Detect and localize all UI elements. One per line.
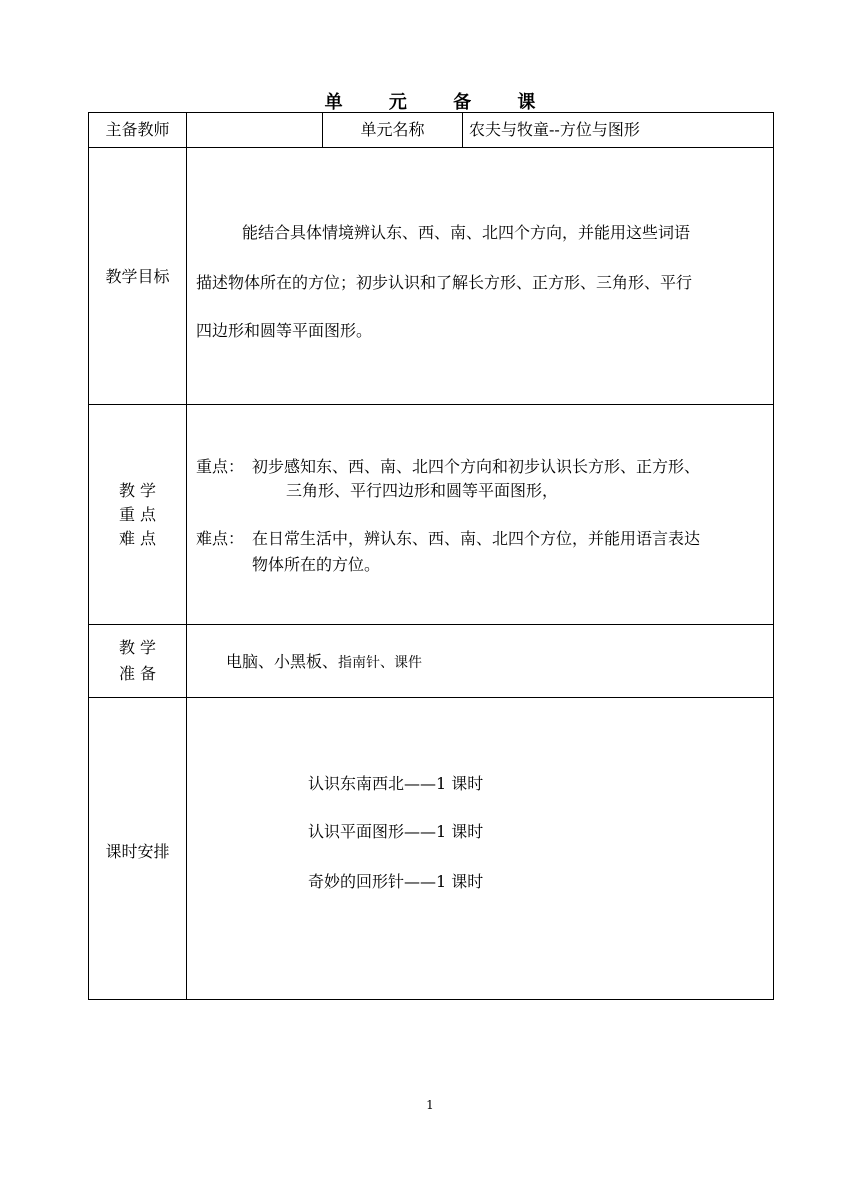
preparation-text xyxy=(226,652,422,673)
unit-label: 单元名称 xyxy=(360,120,425,139)
key-points-label-line: 重 点 xyxy=(118,505,157,524)
objectives-line: 描述物体所在的方位；初步认识和了解长方形、正方形、三角形、平行 xyxy=(196,273,693,292)
schedule-label: 课时安排 xyxy=(105,842,170,861)
page-title: 单 元 备 课 xyxy=(324,92,556,113)
difficult-point-line: 在日常生活中，辨认东、西、南、北四个方位，并能用语言表达 xyxy=(252,529,701,548)
key-points-label-line: 难 点 xyxy=(118,529,157,548)
row-divider xyxy=(89,147,773,148)
objectives-line: 能结合具体情境辨认东、西、南、北四个方向，并能用这些词语 xyxy=(242,223,691,242)
unit-value: 农夫与牧童--方位与图形 xyxy=(469,120,640,139)
preparation-label-line: 准 备 xyxy=(118,664,157,683)
page-number: 1 xyxy=(426,1098,434,1112)
row-divider xyxy=(89,697,773,698)
schedule-item: 奇妙的回形针——1 课时 xyxy=(308,872,484,891)
preparation-text-small: 指南针、课件 xyxy=(338,655,423,671)
key-point-label: 重点： xyxy=(196,457,245,476)
row-divider xyxy=(89,404,773,405)
column-divider xyxy=(462,113,463,147)
column-divider xyxy=(186,113,187,999)
difficult-point-label: 难点： xyxy=(196,529,245,548)
preparation-label-line: 教 学 xyxy=(118,638,157,657)
teacher-label: 主备教师 xyxy=(105,120,170,139)
schedule-item: 认识平面图形——1 课时 xyxy=(308,822,484,841)
schedule-item: 认识东南西北——1 课时 xyxy=(308,774,484,793)
objectives-line: 四边形和圆等平面图形。 xyxy=(196,321,373,340)
lesson-plan-table xyxy=(88,112,774,1000)
key-point-line: 初步感知东、西、南、北四个方向和初步认识长方形、正方形、 xyxy=(252,457,701,476)
preparation-text-main: 电脑、小黑板、 xyxy=(226,652,339,671)
objectives-label: 教学目标 xyxy=(105,267,170,286)
key-points-label-line: 教 学 xyxy=(118,481,157,500)
row-divider xyxy=(89,624,773,625)
difficult-point-line: 物体所在的方位。 xyxy=(252,555,381,574)
key-point-line: 三角形、平行四边形和圆等平面图形， xyxy=(286,481,559,500)
